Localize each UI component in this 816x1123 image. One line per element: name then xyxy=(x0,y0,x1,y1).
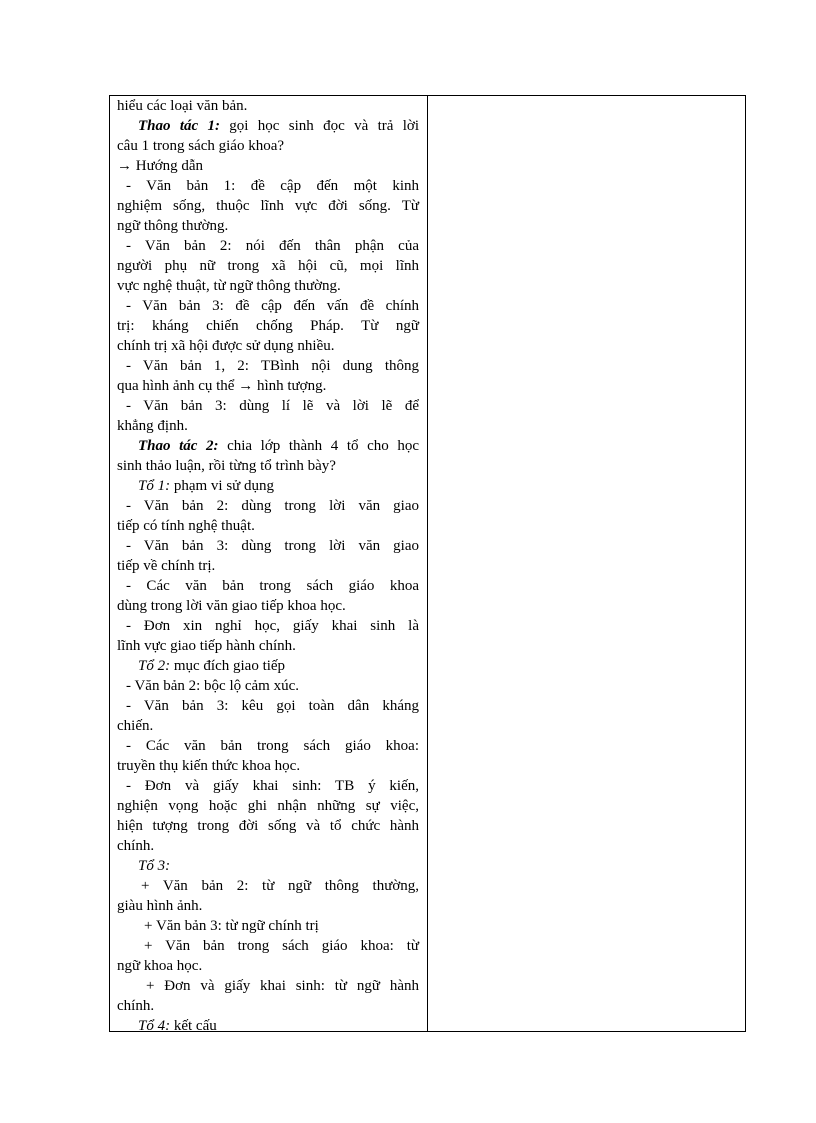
text-line xyxy=(117,496,419,516)
section-heading-line xyxy=(117,656,419,676)
line-text: tiếp có tính nghệ thuật. xyxy=(117,518,255,534)
text-line xyxy=(117,696,419,716)
text-line xyxy=(117,796,419,816)
text-line xyxy=(117,976,419,996)
line-text: hiểu các loại văn bản. xyxy=(117,98,248,114)
text-line xyxy=(117,756,419,776)
line-text: ngữ khoa học. xyxy=(117,958,203,974)
section-label: Thao tác 2: xyxy=(138,438,219,454)
line-text: + Đơn và giấy khai sinh: từ ngữ hành xyxy=(146,978,419,994)
line-text: nghiệm sống, thuộc lĩnh vực đời sống. Từ xyxy=(117,198,419,214)
text-line xyxy=(117,896,419,916)
text-line xyxy=(117,516,419,536)
text-line xyxy=(117,616,419,636)
line-text: - Đơn xin nghỉ học, giấy khai sinh là xyxy=(126,618,419,634)
text-line xyxy=(117,316,419,336)
notes-column xyxy=(428,96,745,1031)
section-heading-line xyxy=(117,476,419,496)
line-text: - Văn bản 3: dùng lí lẽ và lời lẽ để xyxy=(126,398,419,414)
line-text: - Các văn bản trong sách giáo khoa xyxy=(126,578,419,594)
line-text: - Văn bản 3: dùng trong lời văn giao xyxy=(126,538,419,554)
text-line xyxy=(117,536,419,556)
line-text: chính. xyxy=(117,838,155,854)
section-heading-line xyxy=(117,436,419,456)
text-line xyxy=(117,376,419,396)
text-line xyxy=(117,736,419,756)
line-text: khẳng định. xyxy=(117,418,188,434)
text-line xyxy=(117,256,419,276)
line-text: - Văn bản 2: nói đến thân phận của xyxy=(126,238,419,254)
section-label: Tổ 1: xyxy=(138,478,171,494)
activity-column xyxy=(110,96,428,1034)
line-text: - Đơn và giấy khai sinh: TB ý kiến, xyxy=(126,778,419,794)
line-text: trị: kháng chiến chống Pháp. Từ ngữ xyxy=(117,318,419,334)
text-line xyxy=(117,216,419,236)
text-line xyxy=(117,676,419,696)
text-line xyxy=(117,176,419,196)
line-text: chia lớp thành 4 tổ cho học xyxy=(218,438,419,454)
section-heading-line xyxy=(117,856,419,876)
line-text: hiện tượng trong đời sống và tổ chức hành xyxy=(117,818,419,834)
line-text: dùng trong lời văn giao tiếp khoa học. xyxy=(117,598,346,614)
text-line xyxy=(117,996,419,1016)
line-text: → Hướng dẫn xyxy=(117,158,204,174)
line-text: ngữ thông thường. xyxy=(117,218,229,234)
text-line xyxy=(117,716,419,736)
lesson-table xyxy=(109,95,746,1032)
text-line xyxy=(117,136,419,156)
line-text: - Văn bản 3: kêu gọi toàn dân kháng xyxy=(126,698,419,714)
text-line xyxy=(117,156,419,176)
text-line xyxy=(117,396,419,416)
line-text: - Văn bản 1: đề cập đến một kinh xyxy=(126,178,419,194)
text-line xyxy=(117,556,419,576)
section-label: Tổ 4: xyxy=(138,1018,171,1034)
text-line xyxy=(117,876,419,896)
text-line xyxy=(117,576,419,596)
text-line xyxy=(117,416,419,436)
line-text: - Văn bản 1, 2: TBình nội dung thông xyxy=(126,358,419,374)
text-line xyxy=(117,916,419,936)
text-line xyxy=(117,936,419,956)
line-text: truyền thụ kiến thức khoa học. xyxy=(117,758,301,774)
line-text: chính trị xã hội được sử dụng nhiều. xyxy=(117,338,335,354)
line-text: nghiện vọng hoặc ghi nhận những sự việc, xyxy=(117,798,419,814)
line-text: - Văn bản 2: bộc lộ cảm xúc. xyxy=(126,678,300,694)
text-line xyxy=(117,596,419,616)
line-text: + Văn bản trong sách giáo khoa: từ xyxy=(144,938,419,954)
line-text: phạm vi sử dụng xyxy=(170,478,275,494)
line-text: mục đích giao tiếp xyxy=(170,658,286,674)
text-line xyxy=(117,956,419,976)
text-line xyxy=(117,296,419,316)
text-line xyxy=(117,456,419,476)
text-line xyxy=(117,836,419,856)
line-text: + Văn bản 3: từ ngữ chính trị xyxy=(144,918,319,934)
text-line xyxy=(117,336,419,356)
text-line xyxy=(117,816,419,836)
line-text: + Văn bản 2: từ ngữ thông thường, xyxy=(141,878,419,894)
text-line xyxy=(117,356,419,376)
line-text: gọi học sinh đọc và trả lời xyxy=(219,118,420,134)
line-text: - Văn bản 2: dùng trong lời văn giao xyxy=(126,498,419,514)
line-text: chiến. xyxy=(117,718,154,734)
line-text: vực nghệ thuật, từ ngữ thông thường. xyxy=(117,278,341,294)
text-line xyxy=(117,776,419,796)
text-line xyxy=(117,636,419,656)
line-text: chính. xyxy=(117,998,155,1014)
section-heading-line xyxy=(117,116,419,136)
line-text: - Các văn bản trong sách giáo khoa: xyxy=(126,738,419,754)
text-line xyxy=(117,96,419,116)
line-text: qua hình ảnh cụ thể → hình tượng. xyxy=(117,378,327,394)
text-line xyxy=(117,196,419,216)
section-label: Thao tác 1: xyxy=(138,118,220,134)
line-text: giàu hình ảnh. xyxy=(117,898,203,914)
line-text: tiếp về chính trị. xyxy=(117,558,216,574)
line-text: kết cấu xyxy=(170,1018,217,1034)
line-text: lĩnh vực giao tiếp hành chính. xyxy=(117,638,296,654)
line-text: người phụ nữ trong xã hội cũ, mọi lĩnh xyxy=(117,258,419,274)
section-heading-line xyxy=(117,1016,419,1036)
section-label: Tổ 2: xyxy=(138,658,171,674)
section-label: Tổ 3: xyxy=(138,858,171,874)
text-line xyxy=(117,236,419,256)
line-text: - Văn bản 3: đề cập đến vấn đề chính xyxy=(126,298,419,314)
line-text: sinh thảo luận, rồi từng tổ trình bày? xyxy=(117,458,336,474)
text-line xyxy=(117,276,419,296)
line-text: câu 1 trong sách giáo khoa? xyxy=(117,138,285,154)
